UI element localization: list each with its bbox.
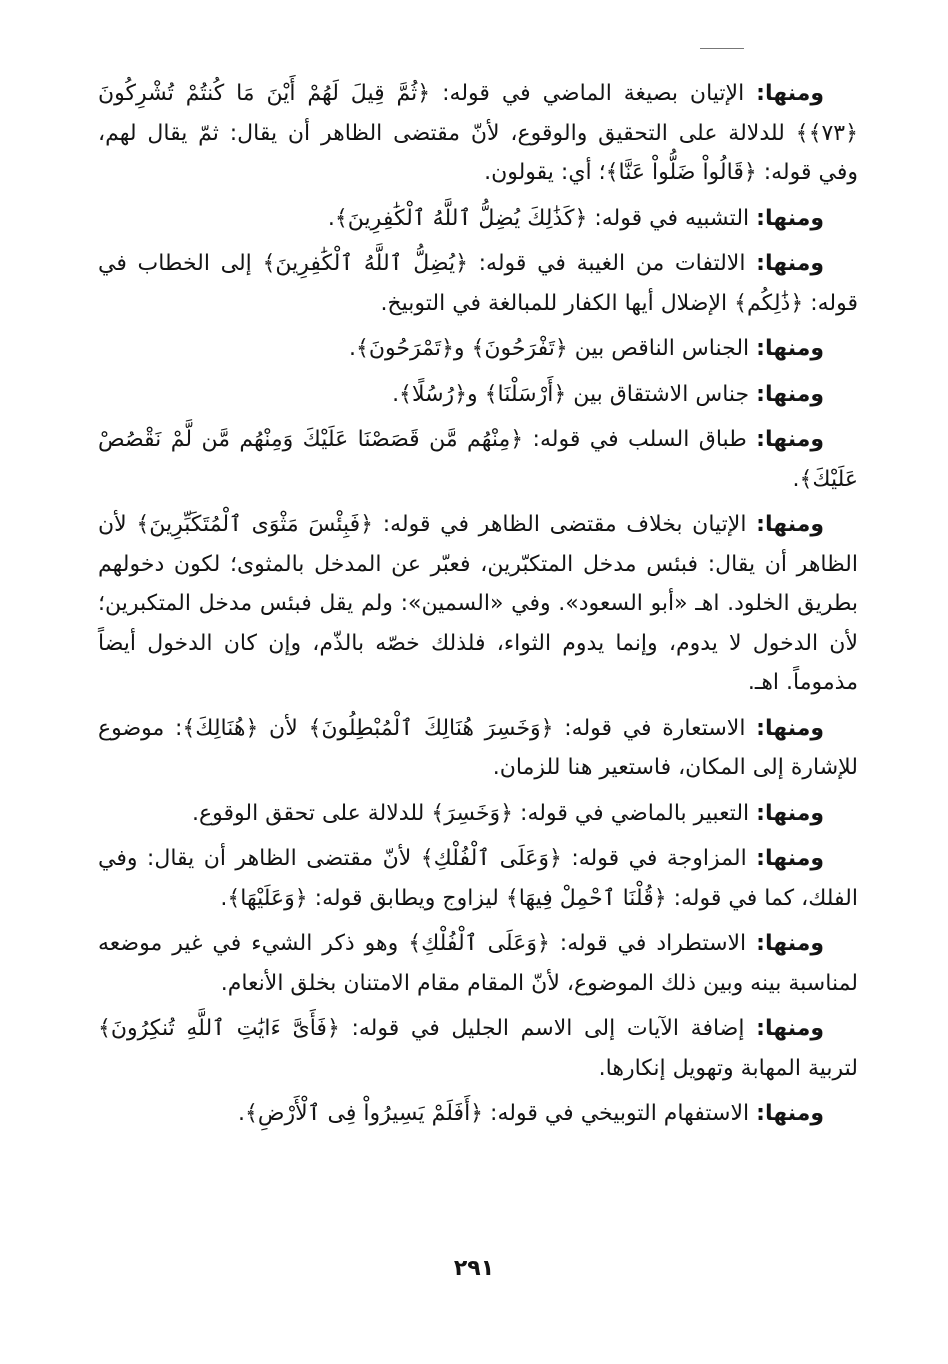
paragraph-past-expression (98, 794, 858, 834)
paragraph-label: ومنها: (756, 715, 824, 741)
paragraph-text: الاستفهام التوبيخي في قوله: ﴿أَفَلَمْ يَسِيرُواْ فِى ٱلْأَرْضِ﴾. (237, 1101, 750, 1126)
paragraph-digression (98, 924, 858, 1003)
paragraph-annexation (98, 1009, 858, 1088)
paragraph-past-tense (98, 74, 858, 193)
paragraph-label: ومنها: (756, 1016, 824, 1041)
paragraph-text: إضافة الآيات إلى الاسم الجليل في قوله: ﴿فَأَىَّ ءَايَٰتِ ٱللَّهِ تُنكِرُونَ﴾ لتربية المهابة وتهويل إنكارها. (98, 1016, 858, 1081)
paragraph-label: ومنها: (756, 81, 824, 106)
paragraph-iltifat (98, 244, 858, 323)
paragraph-simile (98, 199, 858, 239)
paragraph-text: التعبير بالماضي في قوله: ﴿وَخَسِرَ﴾ للدلالة على تحقق الوقوع. (192, 800, 750, 826)
top-divider-mark (700, 48, 744, 49)
paragraph-label: ومنها: (756, 251, 824, 276)
paragraph-text: التشبيه في قوله: ﴿كَذَٰلِكَ يُضِلُّ ٱللَّهُ ٱلْكَٰفِرِينَ﴾. (327, 205, 750, 231)
paragraph-text: جناس الاشتقاق بين ﴿أَرْسَلْنَا﴾ و﴿رُسُلًا﴾. (392, 381, 750, 407)
paragraph-rebuking-question (98, 1094, 858, 1134)
paragraph-label: ومنها: (756, 427, 824, 452)
paragraph-text: الاستعارة في قوله: ﴿وَخَسِرَ هُنَالِكَ ٱلْمُبْطِلُونَ﴾ لأن ﴿هُنَالِكَ﴾: موضوع للإشارة إلى المكان، فاستعير هنا للزمان. (98, 715, 858, 780)
paragraph-negative-antithesis (98, 420, 858, 499)
paragraph-text: طباق السلب في قوله: ﴿مِنْهُم مَّن قَصَصْنَا عَلَيْكَ وَمِنْهُم مَّن لَّمْ نَقْصُصْ عَلَيْكَ﴾. (98, 427, 858, 492)
paragraph-incomplete-paronomasia (98, 329, 858, 369)
paragraph-label: ومنها: (756, 336, 824, 361)
paragraph-metaphor (98, 709, 858, 788)
paragraph-text: المزاوجة في قوله: ﴿وَعَلَى ٱلْفُلْكِ﴾ لأنّ مقتضى الظاهر أن يقال: وفي الفلك، كما في قوله: ﴿قُلْنَا ٱحْمِلْ فِيهَا﴾ ليزاوج ويطابق قوله: ﴿وَعَلَيْهَا﴾. (98, 846, 858, 911)
paragraph-label: ومنها: (756, 512, 824, 537)
paragraph-text: الإتيان بصيغة الماضي في قوله: ﴿ثُمَّ قِيلَ لَهُمْ أَيْنَ مَا كُنتُمْ تُشْرِكُونَ ﴿٧٣﴾﴾ للدلالة على التحقيق والوقوع، لأنّ مقتضى الظاهر أن يقال: ثمّ يقال لهم، وفي قوله: ﴿قَالُواْ ضَلُّواْ عَنَّا﴾؛ أي: يقولون. (98, 81, 858, 185)
paragraph-contrary-to-apparent (98, 505, 858, 703)
paragraph-label: ومنها: (756, 800, 824, 826)
paragraph-label: ومنها: (756, 931, 824, 956)
paragraph-label: ومنها: (756, 1101, 824, 1126)
paragraph-text: الجناس الناقص بين ﴿تَفْرَحُونَ﴾ و﴿تَمْرَحُونَ﴾. (349, 336, 750, 361)
paragraph-text: الاستطراد في قوله: ﴿وَعَلَى ٱلْفُلْكِ﴾ وهو ذكر الشيء في غير موضعه لمناسبة بينه وبين ذلك الموضوع، لأنّ المقام مقام الامتنان بخلق الأنعام. (98, 931, 858, 996)
paragraph-derivation-paronomasia (98, 375, 858, 415)
paragraph-label: ومنها: (756, 846, 824, 871)
paragraph-text: الالتفات من الغيبة في قوله: ﴿يُضِلُّ ٱللَّهُ ٱلْكَٰفِرِينَ﴾ إلى الخطاب في قوله: ﴿ذَٰلِكُم﴾ الإضلال أيها الكفار للمبالغة في التوبيخ. (98, 251, 858, 316)
paragraph-text: الإتيان بخلاف مقتضى الظاهر في قوله: ﴿فَبِئْسَ مَثْوَى ٱلْمُتَكَبِّرِينَ﴾ لأن الظاهر أن يقال: فبئس مدخل المتكبّرين، فعبّر عن المدخل بالمثوى؛ لكون دخولهم بطريق الخلود. اهـ «أبو السعود». وفي «السمين»: ولم يقل فبئس مدخل المتكبرين؛ لأن الدخول لا يدوم، وإنما يدوم الثواء، فلذلك خصّه بالذّم، وإن كان الدخول أيضاً مذموماً. اهـ. (98, 512, 858, 695)
page-body (98, 74, 858, 1140)
paragraph-label: ومنها: (756, 205, 824, 231)
paragraph-label: ومنها: (756, 381, 824, 407)
paragraph-pairing (98, 839, 858, 918)
page-number: ٢٩١ (453, 1256, 495, 1281)
